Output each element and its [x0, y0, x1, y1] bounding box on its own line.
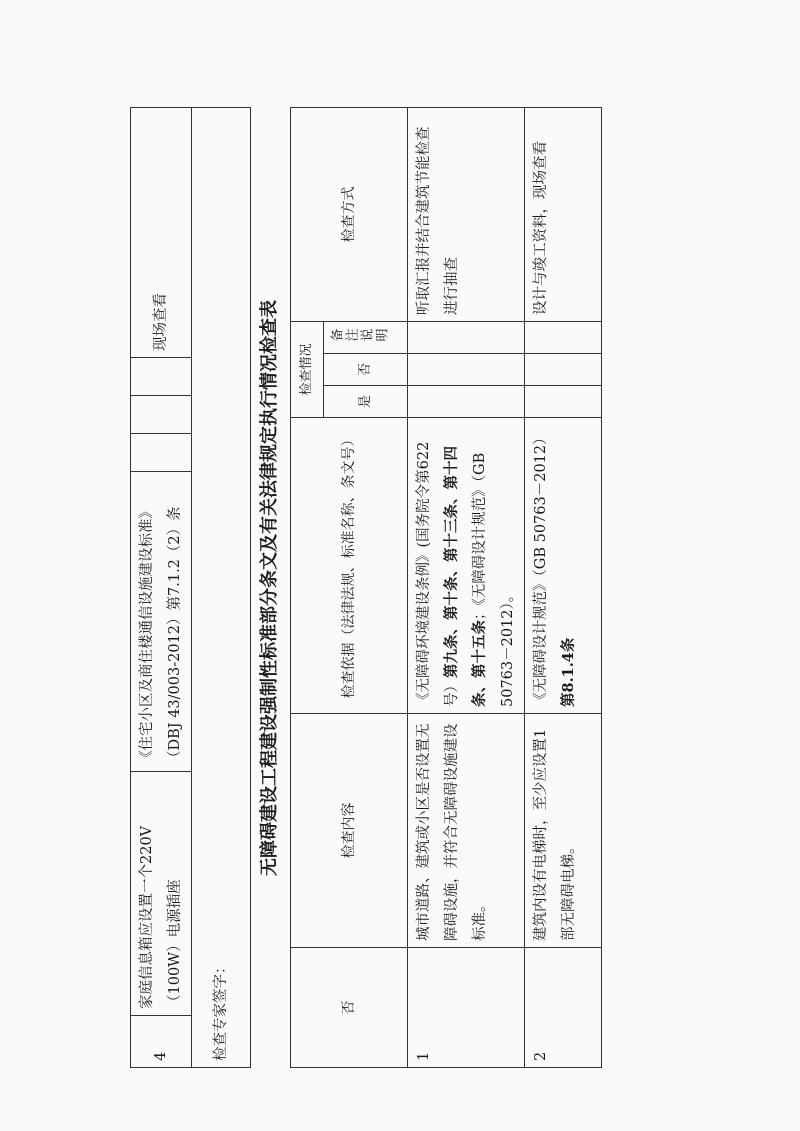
- header-no-col: 否: [324, 354, 408, 386]
- row-number: 1: [408, 948, 525, 1068]
- basis-text-b: 第8.1.4条: [560, 637, 577, 707]
- remark-cell: [131, 358, 192, 396]
- check-content: 家庭信息箱应设置一个220V（100W）电源插座: [131, 772, 192, 1016]
- header-basis: 检查依据（法律法规、标准名称、条文号）: [291, 418, 408, 714]
- basis-text-b: 第九条、第十条、第十三条、第十四条、第十五条: [443, 446, 488, 707]
- basis-text-c: ；《无障碍设计规范》（GB 50763－2012）。: [472, 452, 516, 707]
- check-content: 城市道路、建筑或小区是否设置无障碍设施，并符合无障碍设施建设标准。: [408, 714, 525, 948]
- check-basis: [408, 418, 525, 714]
- remark-cell: [408, 321, 525, 353]
- table-row: [408, 107, 525, 1067]
- row-number: 2: [525, 948, 602, 1068]
- no-cell: [525, 354, 602, 386]
- header-no: 否: [291, 948, 408, 1068]
- signature-row: [192, 108, 251, 1068]
- previous-table: [130, 107, 251, 1068]
- basis-text-a: 《无障碍设计规范》（GB 50763－2012）: [533, 430, 549, 707]
- table-row: [525, 107, 602, 1067]
- yes-cell: [131, 434, 192, 472]
- check-method: 听取汇报并结合建筑节能检查进行抽查: [408, 107, 525, 321]
- header-method: 检查方式: [291, 107, 408, 321]
- check-basis: 《住宅小区及商住楼通信设施建设标准》（DBJ 43/003-2012）第7.1.2（2）条: [131, 472, 192, 772]
- header-yes: 是: [324, 386, 408, 418]
- checklist-table: [290, 107, 602, 1068]
- page-title: 无障碍建设工程建设强制性标准部分条文及有关法律规定执行情况检查表: [259, 300, 280, 876]
- check-basis: [525, 418, 602, 714]
- check-method: 现场查看: [131, 108, 192, 358]
- header-remark: [324, 321, 408, 353]
- remark-cell: [525, 321, 602, 353]
- yes-cell: [408, 386, 525, 418]
- yes-cell: [525, 386, 602, 418]
- no-cell: [408, 354, 525, 386]
- header-row: [291, 107, 324, 1067]
- signature-label: 检查专家签字：: [192, 108, 251, 1068]
- header-content: 检查内容: [291, 714, 408, 948]
- header-remark-text: 备注说明: [330, 329, 390, 345]
- header-status: 检查情况: [291, 321, 324, 417]
- rotated-page: [130, 108, 600, 1068]
- row-number: 4: [131, 1016, 192, 1068]
- basis-text-a: 《无障碍环境建设条例》(国务院令第622号）: [416, 441, 460, 707]
- table-row: [131, 108, 192, 1068]
- no-cell: [131, 396, 192, 434]
- check-content: 建筑内设有电梯时，至少应设置1部无障碍电梯。: [525, 714, 602, 948]
- check-method: 设计与竣工资料，现场查看: [525, 107, 602, 321]
